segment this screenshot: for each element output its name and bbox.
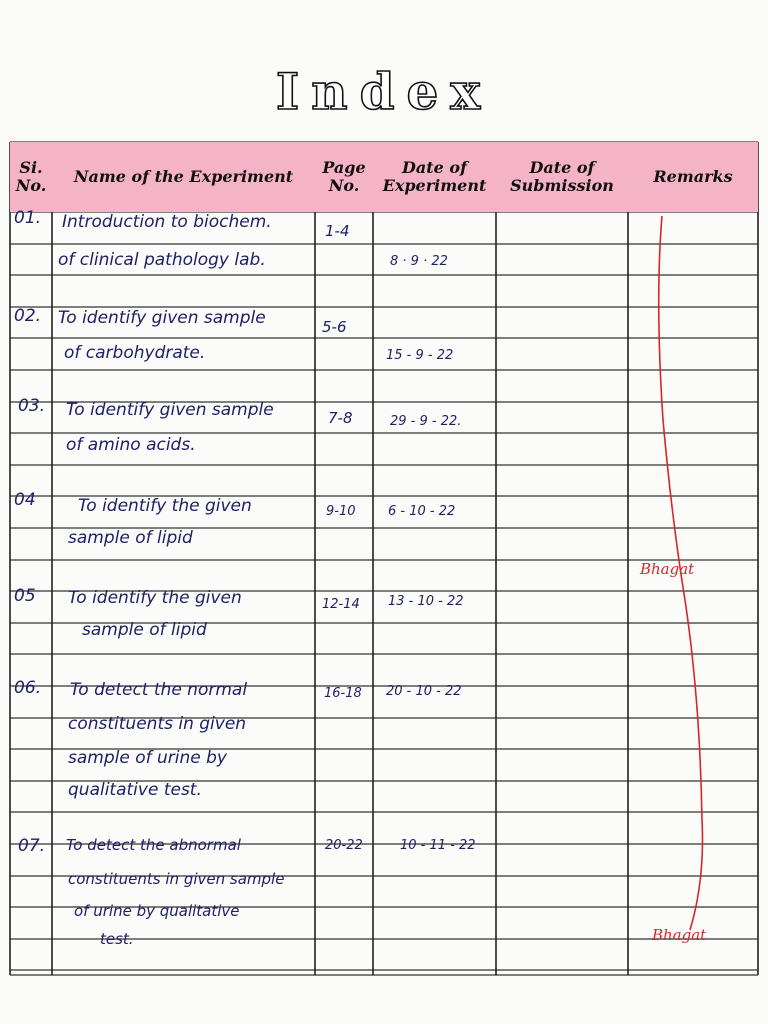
page-number: 5-6 <box>322 318 347 336</box>
header-name: Name of the Experiment <box>52 142 315 212</box>
row-number: 02. <box>14 306 42 326</box>
remark-signature: Bhagat <box>652 926 707 944</box>
experiment-date: 29 - 9 - 22. <box>390 414 462 429</box>
experiment-date: 15 - 9 - 22 <box>386 348 454 363</box>
experiment-line: To identify given sample <box>66 400 274 420</box>
page-number: 12-14 <box>322 597 360 612</box>
page-number: 1-4 <box>325 222 350 240</box>
experiment-line: test. <box>100 930 134 948</box>
experiment-line: To identify the given <box>68 588 242 608</box>
experiment-line: sample of lipid <box>82 620 207 640</box>
experiment-line: To detect the abnormal <box>66 836 241 854</box>
experiment-line: of amino acids. <box>66 435 196 455</box>
experiment-date: 20 - 10 - 22 <box>386 684 462 699</box>
row-number: 04 <box>14 490 36 510</box>
experiment-date: 8 · 9 · 22 <box>390 254 448 269</box>
page-number: 7-8 <box>328 409 353 427</box>
experiment-line: Introduction to biochem. <box>62 212 272 232</box>
page-number: 20-22 <box>325 838 363 853</box>
header-page: Page No. <box>315 142 373 212</box>
experiment-line: To identify the given <box>78 496 252 516</box>
header-sl-no: Si. No. <box>10 142 52 212</box>
page-title: Index <box>275 62 493 121</box>
row-number: 06. <box>14 678 42 698</box>
experiment-line: sample of urine by <box>68 748 227 768</box>
header-date-experiment: Date of Experiment <box>373 142 496 212</box>
experiment-line: sample of lipid <box>68 528 193 548</box>
experiment-line: To detect the normal <box>70 680 248 700</box>
header-remarks: Remarks <box>628 142 758 212</box>
row-number: 03. <box>18 396 46 416</box>
experiment-line: constituents in given sample <box>68 870 285 888</box>
experiment-line: qualitative test. <box>68 780 202 800</box>
remark-signature: Bhagat <box>640 560 695 578</box>
header-date-submission: Date of Submission <box>496 142 628 212</box>
row-number: 07. <box>18 836 46 856</box>
experiment-line: To identify given sample <box>58 308 266 328</box>
page-number: 9-10 <box>326 504 356 519</box>
row-number: 01. <box>14 208 42 228</box>
experiment-line: of urine by qualitative <box>74 902 240 920</box>
experiment-date: 13 - 10 - 22 <box>388 594 464 609</box>
page-number: 16-18 <box>324 686 362 701</box>
experiment-line: of clinical pathology lab. <box>58 250 266 270</box>
row-number: 05 <box>14 586 36 606</box>
experiment-date: 6 - 10 - 22 <box>388 504 456 519</box>
experiment-line: constituents in given <box>68 714 247 734</box>
experiment-line: of carbohydrate. <box>64 343 206 363</box>
experiment-date: 10 - 11 - 22 <box>400 838 476 853</box>
